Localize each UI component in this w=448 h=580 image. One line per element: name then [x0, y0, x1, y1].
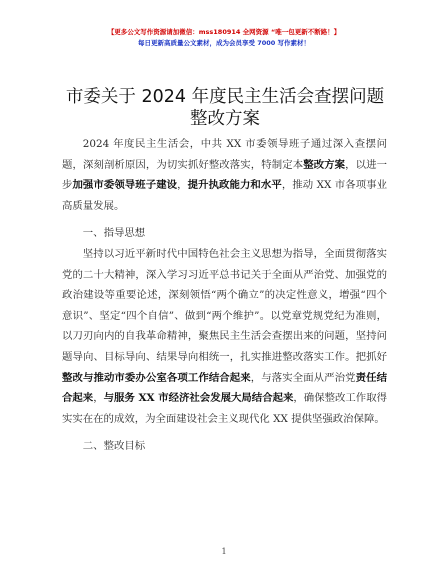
- intro-bold-1: 整改方案: [303, 158, 346, 171]
- section-1-text-3: ，: [93, 392, 104, 405]
- section-1-text-2: ，与落实全面从严治党: [250, 371, 356, 384]
- promo-banner: [0, 28, 448, 48]
- section-1-bold-3: 与服务 XX 市经济社会发展大局结合起来: [103, 392, 294, 405]
- section-1-heading: 一、指导思想: [82, 227, 146, 240]
- section-1-paragraph: [62, 244, 387, 429]
- section-1-bold-1: 整改与推动市委办公室各项工作结合起来: [62, 371, 251, 384]
- section-1-text-1: 坚持以习近平新时代中国特色社会主义思想为指导，全面贯彻落实党的二十大精神，深入学习习近平总书记关于全面从严治党、加强党的政治建设等重要论述，深刻领悟“两个确立”的决定性意义，增强“四个意识”、坚定“四个自信”、做到“两个维护”。以党章党规党纪为准则，以刀刃向内的自我革命精神，聚焦民主生活会查摆出来的问题，坚持问题导向、目标导向、结果导向相统一，扎实推进整改落实工作。把抓好: [62, 247, 387, 363]
- document-body: [62, 134, 387, 457]
- promo-line-1: 【更多公文写作资源请加微信：mss180914 全网资源 “唯一包更新不断路！】: [107, 28, 341, 36]
- section-2-heading: 二、整改目标: [82, 440, 146, 453]
- section-1-text-4: ，确保整改工作取得实实在在的成效，为全面建设社会主义现代化 XX 提供坚强政治保障。: [62, 392, 388, 425]
- intro-paragraph: [62, 134, 387, 216]
- intro-text-3: ，: [177, 179, 188, 192]
- intro-text-2: ，以进一步: [62, 158, 388, 192]
- section-1-bold-2: 责任结合起来: [62, 371, 388, 405]
- page-number: 1: [221, 547, 227, 556]
- intro-text-4: ，推动 XX 市各项事业高质量发展。: [62, 179, 388, 212]
- document-title: 市委关于 2024 年度民主生活会查摆问题整改方案: [65, 87, 385, 129]
- intro-bold-3: 提升执政能力和水平: [187, 179, 282, 192]
- promo-line-2: 每日更新高质量公文素材，成为会员享受 7000 写作素材！: [137, 39, 311, 47]
- intro-bold-2: 加强市委领导班子建设: [72, 179, 178, 192]
- intro-text-1: 2024 年度民主生活会，中共 XX 市委领导班子通过深入查摆问题，深刻剖析原因，为切实抓好整改落实，特制定本: [62, 138, 387, 171]
